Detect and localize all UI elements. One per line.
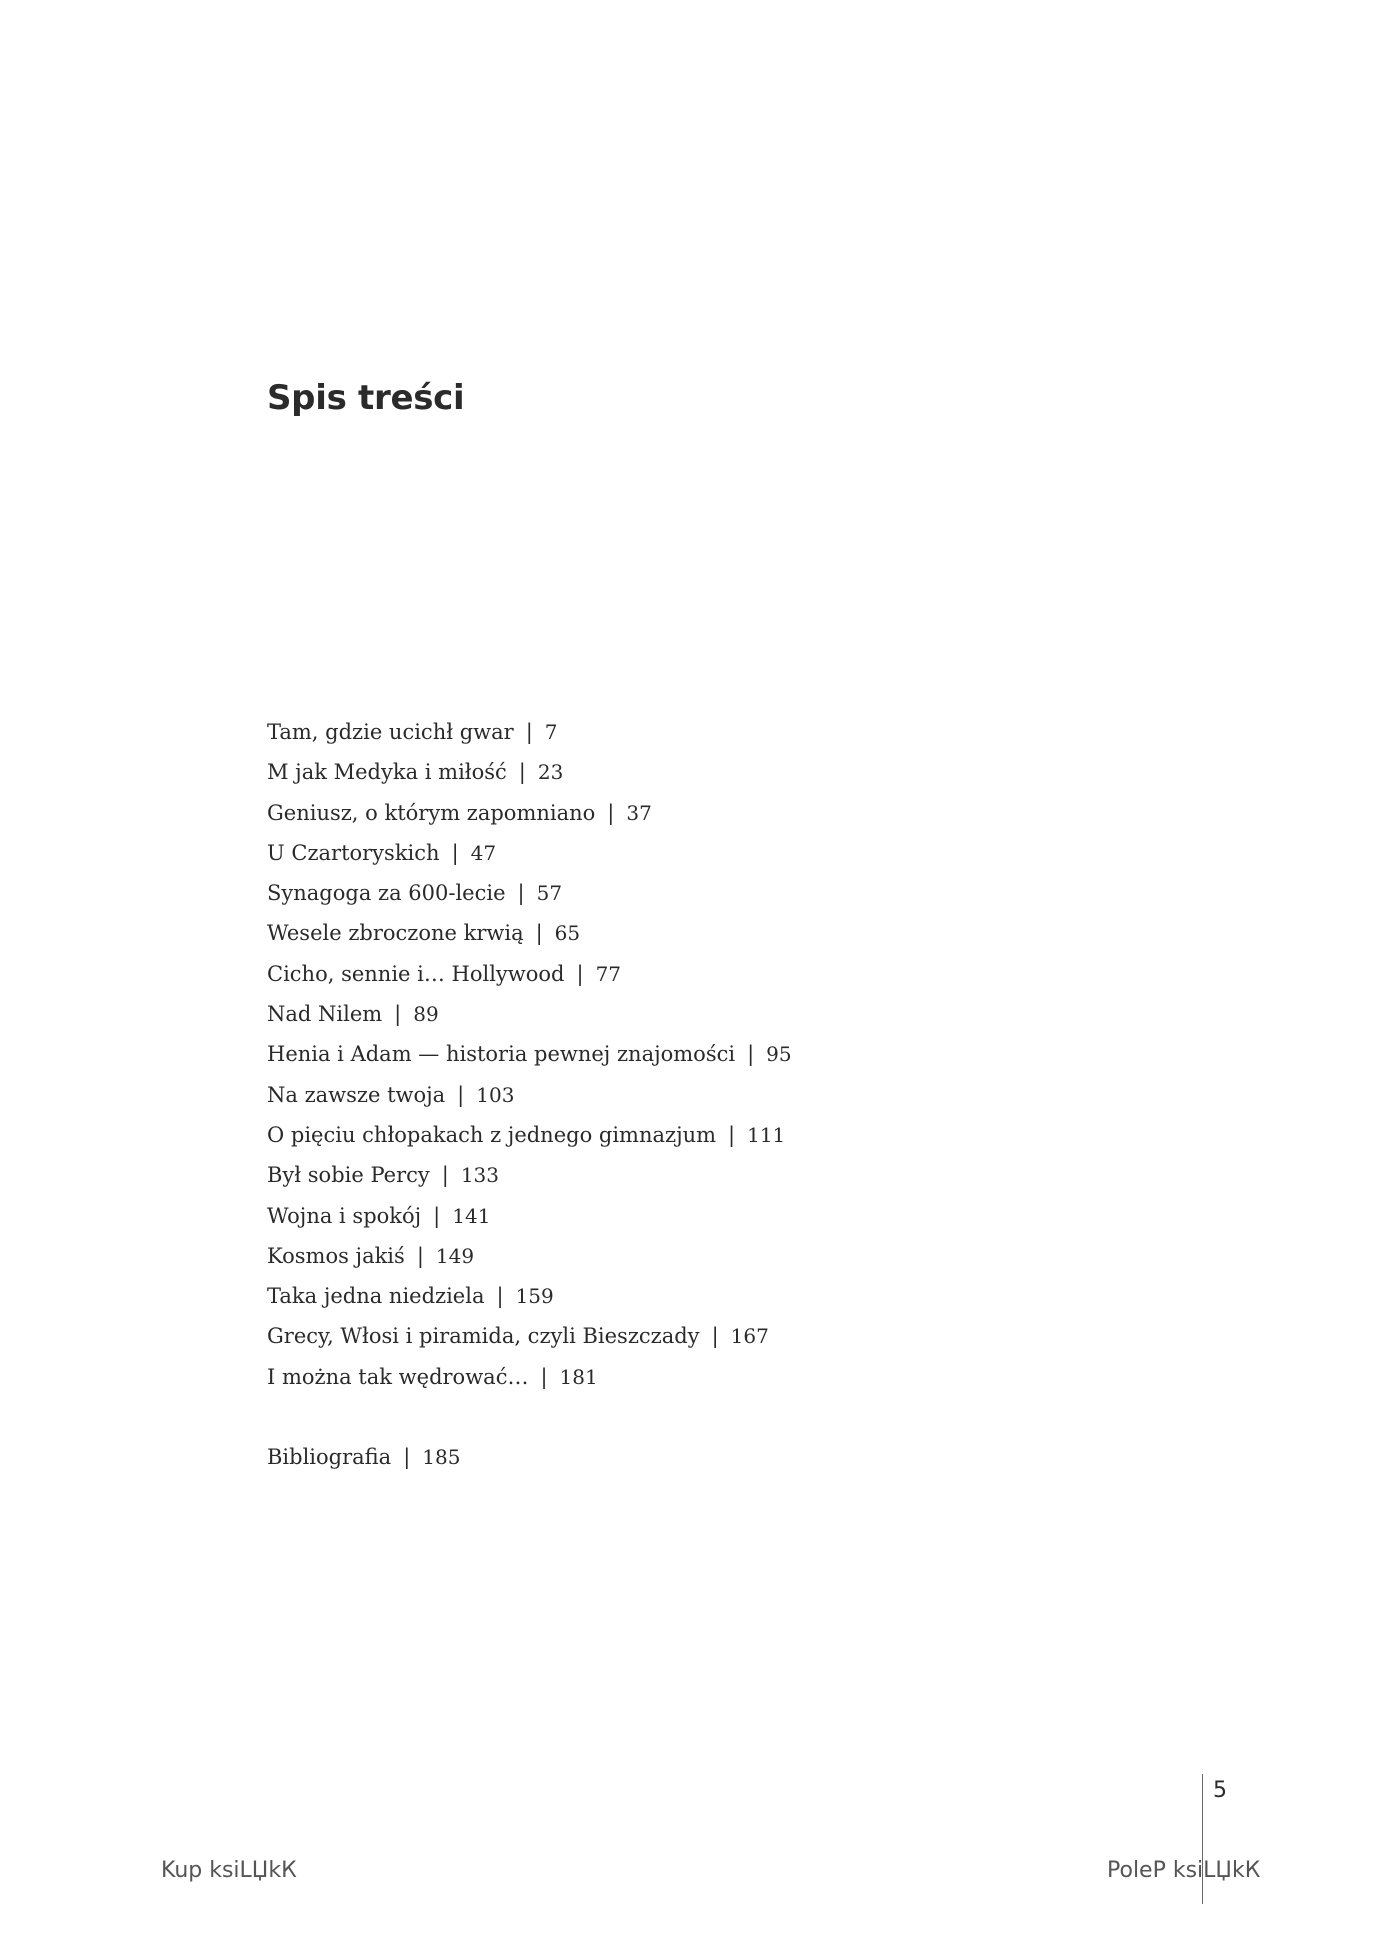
toc-entry-page: 167 (730, 1324, 769, 1349)
toc-separator: | (518, 760, 526, 785)
toc-entry-title: Kosmos jakiś (267, 1243, 405, 1268)
toc-entry (267, 1155, 792, 1195)
toc-entry-bibliography (267, 1437, 460, 1477)
toc-entry-title: I można tak wędrować… (267, 1364, 529, 1389)
toc-entry (267, 994, 792, 1034)
toc-entry-page: 89 (413, 1002, 439, 1027)
toc-separator: | (457, 1082, 465, 1107)
toc-separator: | (525, 720, 533, 744)
page-number: 5 (1213, 1778, 1227, 1803)
toc-separator: | (540, 1364, 548, 1389)
buy-book-link[interactable]: Kup ksiLЏkК (161, 1858, 297, 1883)
toc-entry (267, 1357, 792, 1397)
toc-entry (267, 1034, 792, 1074)
toc-entry (267, 1316, 792, 1356)
toc-entry (267, 1236, 792, 1276)
toc-separator: | (517, 881, 525, 906)
toc-separator: | (728, 1122, 736, 1147)
toc-entry-page: 133 (460, 1163, 500, 1188)
recommend-book-link[interactable]: PoleP ksiLЏkК (1107, 1858, 1261, 1883)
toc-entry-page: 23 (537, 760, 564, 785)
toc-entry-title: Nad Nilem (267, 1002, 383, 1027)
toc-entry-page: 181 (559, 1364, 598, 1389)
toc-entry-page: 37 (626, 800, 652, 825)
toc-entry-page: 7 (544, 720, 558, 744)
toc-entry (267, 833, 792, 873)
toc-entry (267, 1075, 792, 1115)
toc-separator: | (576, 961, 584, 986)
toc-separator: | (403, 1445, 411, 1469)
toc-separator: | (496, 1284, 504, 1309)
toc-entry-title: Bibliografia (267, 1445, 392, 1469)
toc-entry (267, 873, 792, 913)
toc-separator: | (607, 800, 615, 825)
toc-entry-page: 159 (515, 1284, 554, 1309)
toc-separator: | (416, 1243, 424, 1268)
toc-entry-title: M jak Medyka i miłość (267, 760, 507, 785)
toc-separator: | (441, 1163, 449, 1188)
page-number-rule (1202, 1774, 1203, 1904)
toc-separator: | (433, 1203, 441, 1228)
toc-entry-title: Taka jedna niedziela (267, 1284, 485, 1309)
toc-separator: | (394, 1002, 402, 1027)
toc-entry-page: 103 (476, 1082, 515, 1107)
toc-entry-page: 185 (422, 1445, 461, 1469)
toc-entry-title: Henia i Adam — historia pewnej znajomości (267, 1042, 736, 1067)
toc-entry-page: 149 (435, 1243, 475, 1268)
toc-entry (267, 1276, 792, 1316)
toc-entry-page: 47 (470, 840, 497, 865)
toc-entry (267, 752, 792, 792)
toc-separator: | (451, 840, 459, 865)
toc-entry (267, 1196, 792, 1236)
toc-entry-title: O pięciu chłopakach z jednego gimnazjum (267, 1122, 717, 1147)
toc-entry-title: U Czartoryskich (267, 840, 440, 865)
toc-entry-title: Geniusz, o którym zapomniano (267, 800, 596, 825)
page-title: Spis treści (267, 378, 465, 418)
toc-separator: | (711, 1324, 719, 1349)
toc-entry-page: 57 (536, 881, 563, 906)
toc-separator: | (535, 921, 543, 946)
toc-entry-title: Grecy, Włosi i piramida, czyli Bieszczady (267, 1324, 700, 1349)
toc-entry-page: 111 (747, 1122, 786, 1147)
toc-entry (267, 1115, 792, 1155)
toc-entry-title: Wojna i spokój (267, 1203, 422, 1228)
toc-entry-title: Cicho, sennie i… Hollywood (267, 961, 565, 986)
toc-entry (267, 913, 792, 953)
toc-entry-page: 65 (554, 921, 581, 946)
toc-entry-title: Tam, gdzie ucichł gwar (267, 720, 514, 744)
toc-entry-page: 77 (595, 961, 622, 986)
toc-separator: | (747, 1042, 755, 1067)
toc-entry-page: 95 (766, 1042, 792, 1067)
toc-entry (267, 712, 792, 752)
table-of-contents (267, 712, 792, 1397)
toc-entry-title: Synagoga za 600-lecie (267, 881, 506, 906)
toc-entry-title: Był sobie Percy (267, 1163, 430, 1188)
toc-entry-title: Wesele zbroczone krwią (267, 921, 524, 946)
toc-entry-page: 141 (452, 1203, 491, 1228)
toc-entry-title: Na zawsze twoja (267, 1082, 446, 1107)
toc-entry (267, 954, 792, 994)
toc-entry (267, 793, 792, 833)
